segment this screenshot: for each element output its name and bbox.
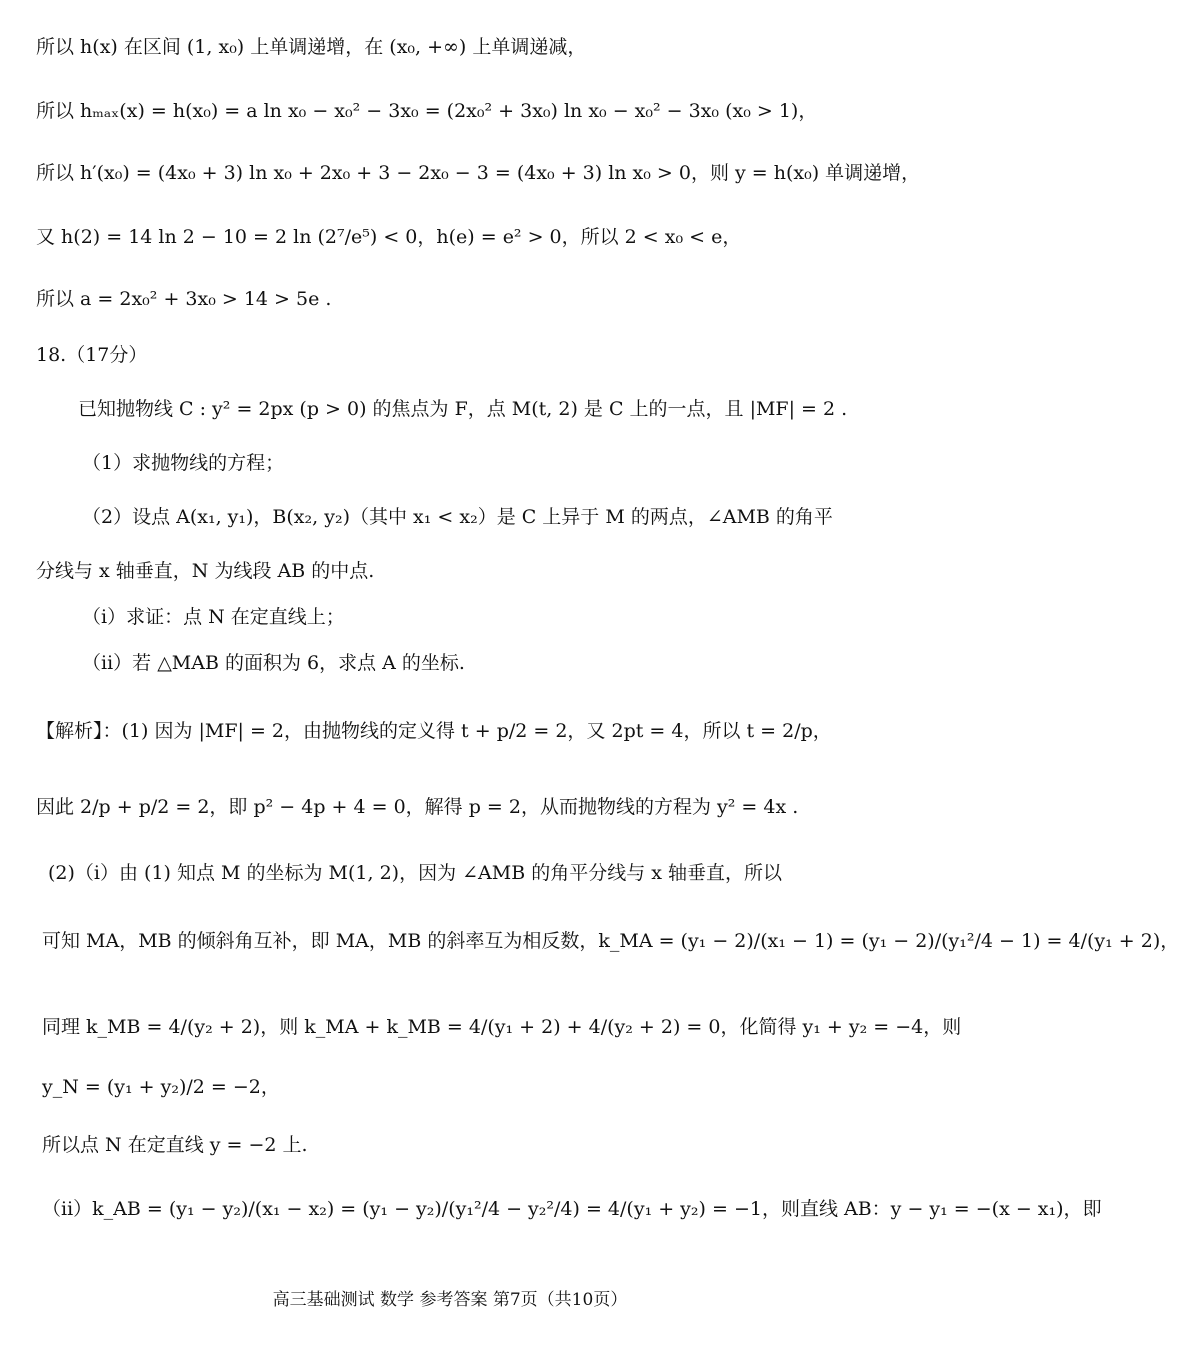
text-fragment: （ⅱ）k_AB = (y₁ − y₂)/(x₁ − x₂) = (y₁ − y₂)/(y₁²/4 − y₂²/4) = 4/(y₁ + y₂) = −1， xyxy=(42,1198,781,1220)
solution-line: 所以点 N 在定直线 y = −2 上. xyxy=(42,1134,308,1156)
text-line: （2）设点 A(x₁, y₁)，B(x₂, y₂)（其中 x₁ < x₂）是 C 上异于 M 的两点，∠AMB 的角平 xyxy=(82,506,833,528)
solution-line: 可知 MA，MB 的倾斜角互补，即 MA，MB 的斜率互为相反数，k_MA = (y₁ − 2)/(x₁ − 1) = (y₁ − 2)/(y₁²/4 − 1) = 4/(y₁ + 2)， xyxy=(42,930,1179,952)
solution-row xyxy=(0,1198,1102,1221)
text-line: 又 h(2) = 14 ln 2 − 10 = 2 ln (2⁷/e⁵) < 0，h(e) = e² > 0，所以 2 < x₀ < e， xyxy=(36,226,742,248)
text-fragment: 则 xyxy=(942,1016,962,1038)
text-fragment: 则直线 AB：y − y₁ = −(x − x₁)， xyxy=(780,1198,1083,1220)
text-fragment: 同理 k_MB = 4/(y₂ + 2)， xyxy=(42,1016,280,1038)
solution-line: 【解析】：(1) 因为 |MF| = 2，由抛物线的定义得 t + p/2 = 2，又 2pt = 4，所以 t = 2/p， xyxy=(36,720,832,742)
problem-number: 18.（17分） xyxy=(36,344,148,366)
page-footer: 高三基础测试 数学 参考答案 第7页（共10页） xyxy=(272,1290,628,1310)
text-line: （1）求抛物线的方程； xyxy=(82,452,285,474)
text-line: 分线与 x 轴垂直，N 为线段 AB 的中点. xyxy=(36,560,375,582)
text-line: 所以 hₘₐₓ(x) = h(x₀) = a ln x₀ − x₀² − 3x₀ = (2x₀² + 3x₀) ln x₀ − x₀² − 3x₀ (x₀ > 1)， xyxy=(36,100,818,122)
text-line: 所以 h′(x₀) = (4x₀ + 3) ln x₀ + 2x₀ + 3 − 2x₀ − 3 = (4x₀ + 3) ln x₀ > 0，则 y = h(x₀) 单调递增， xyxy=(36,162,921,184)
text-fragment: 化简得 y₁ + y₂ = −4， xyxy=(739,1016,943,1038)
text-line: 所以 a = 2x₀² + 3x₀ > 14 > 5e . xyxy=(36,288,332,310)
solution-row xyxy=(0,1016,962,1039)
text-line: 所以 h(x) 在区间 (1, x₀) 上单调递增，在 (x₀, +∞) 上单调递减， xyxy=(36,36,587,58)
text-line: （ⅰ）求证：点 N 在定直线上； xyxy=(82,606,345,628)
text-fragment: 则 k_MA + k_MB = 4/(y₁ + 2) + 4/(y₂ + 2) = 0， xyxy=(279,1016,740,1038)
text-line: 已知抛物线 C : y² = 2px (p > 0) 的焦点为 F，点 M(t, 2) 是 C 上的一点，且 |MF| = 2 . xyxy=(78,398,848,420)
solution-line: (2)（ⅰ）由 (1) 知点 M 的坐标为 M(1, 2)，因为 ∠AMB 的角平分线与 x 轴垂直，所以 xyxy=(48,862,783,884)
solution-line: y_N = (y₁ + y₂)/2 = −2， xyxy=(42,1076,280,1098)
text-fragment: 即 xyxy=(1082,1198,1102,1220)
text-line: （ⅱ）若 △MAB 的面积为 6，求点 A 的坐标. xyxy=(82,652,465,674)
solution-line: 因此 2/p + p/2 = 2，即 p² − 4p + 4 = 0，解得 p = 2，从而抛物线的方程为 y² = 4x . xyxy=(36,796,799,818)
